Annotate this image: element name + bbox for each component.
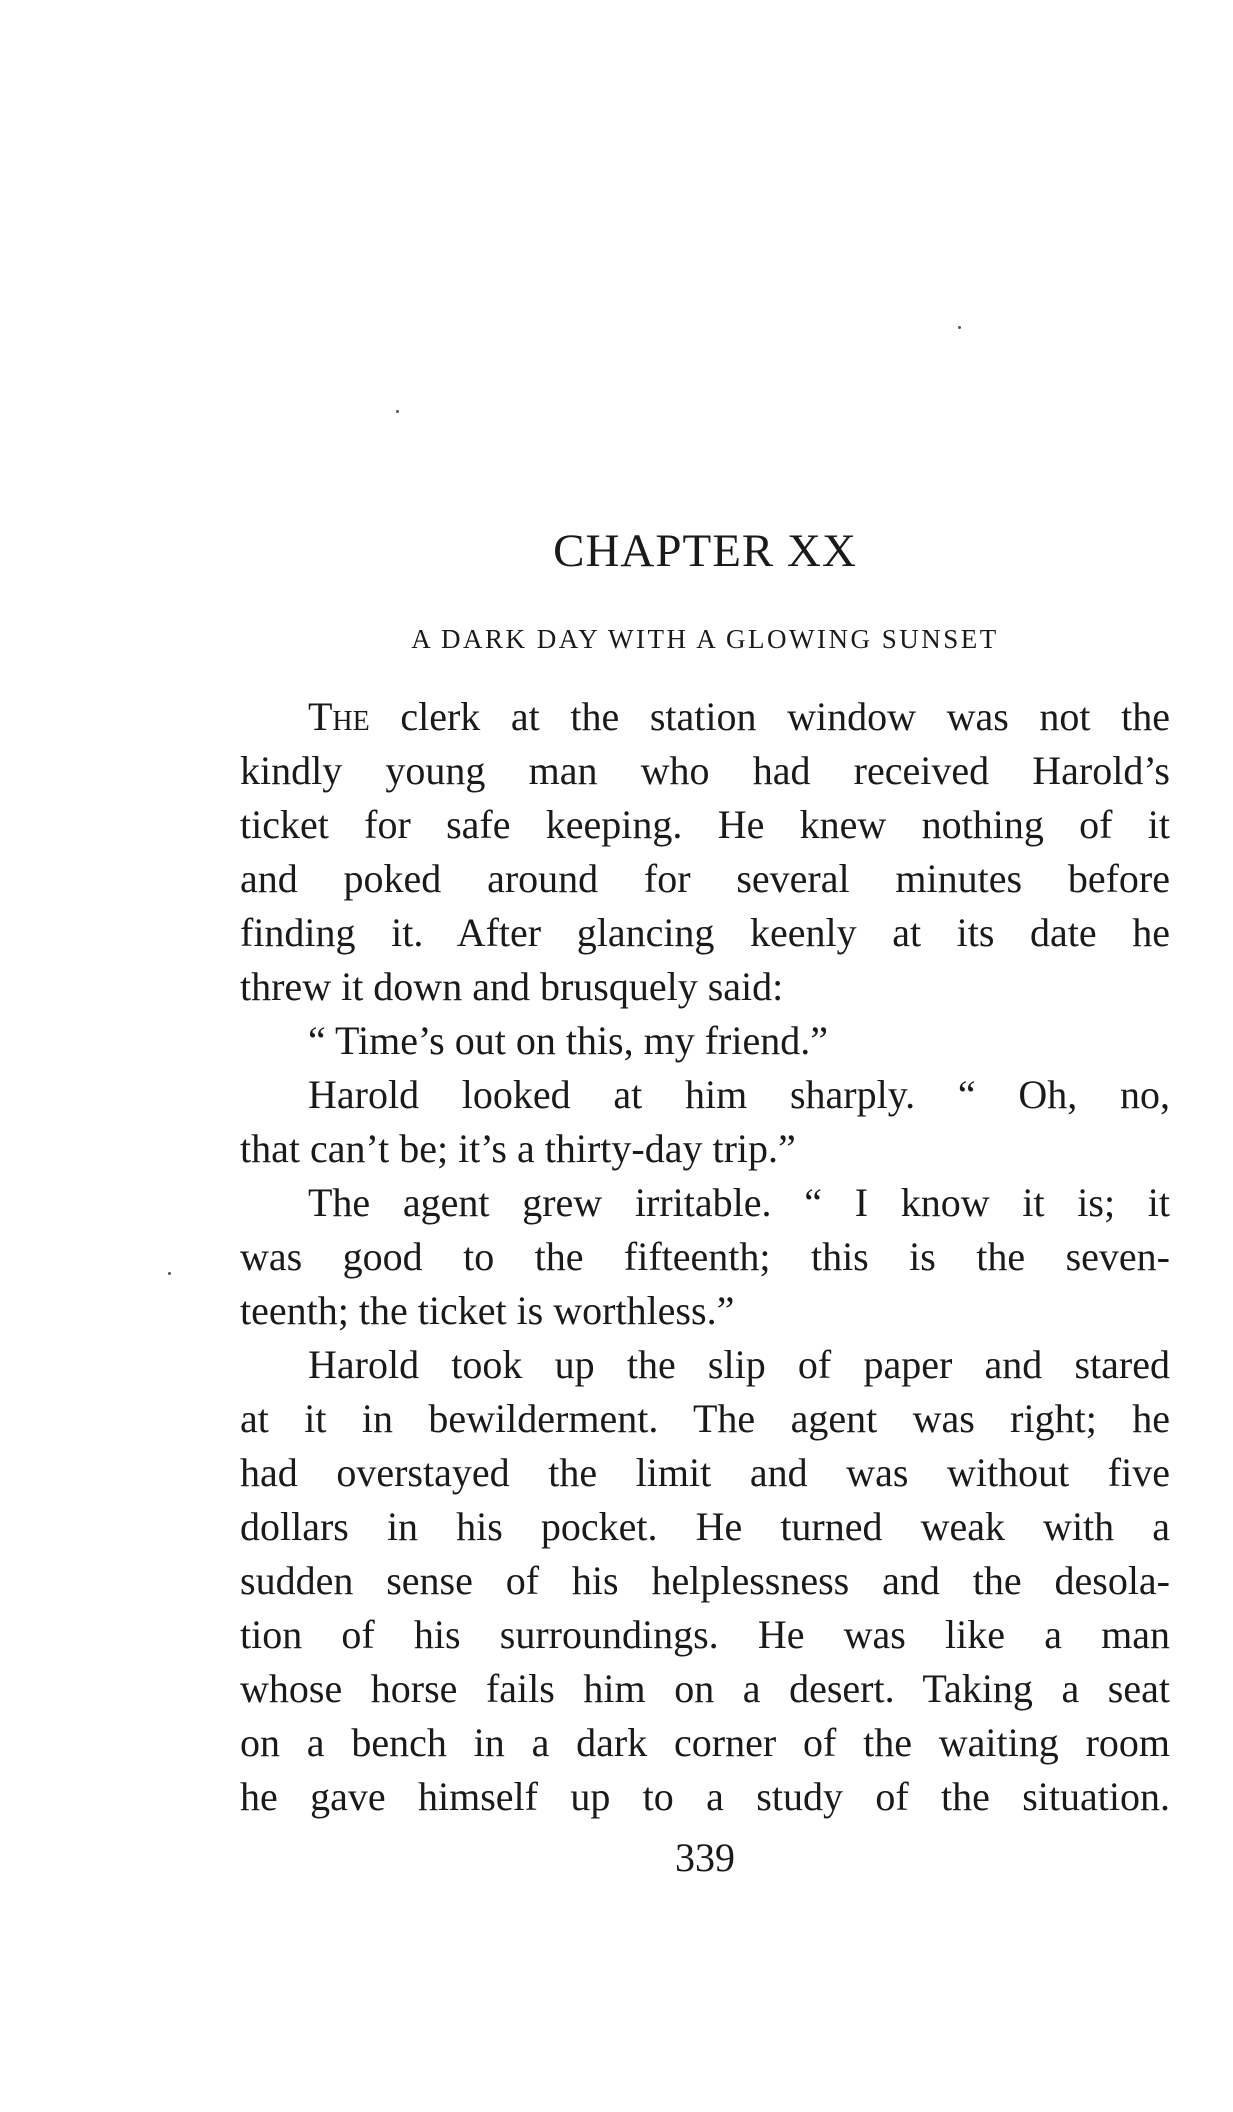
text-line: [240, 1392, 1170, 1446]
text-line: [240, 1176, 1170, 1230]
text-line: [240, 1770, 1170, 1824]
text-line: [240, 1014, 1170, 1068]
text-line: [240, 1122, 1170, 1176]
text-line-content: clerk at the station window was not the: [369, 694, 1170, 739]
text-line: [240, 1446, 1170, 1500]
paper-speck: [958, 326, 961, 329]
page-number: 339: [675, 1835, 735, 1880]
chapter-subtitle: A DARK DAY WITH A GLOWING SUNSET: [411, 624, 999, 654]
text-line: [240, 852, 1170, 906]
text-line-content: kindly young man who had received Harold’s: [240, 748, 1170, 793]
text-line-content: Harold looked at him sharply. “ Oh, no,: [308, 1072, 1170, 1117]
text-line: [240, 744, 1170, 798]
text-line-content: was good to the fifteenth; this is the seven-: [240, 1234, 1170, 1279]
text-line-content: teenth; the ticket is worthless.”: [240, 1288, 735, 1333]
text-line-content: Harold took up the slip of paper and stared: [308, 1342, 1170, 1387]
text-line: [240, 1554, 1170, 1608]
text-line-content: The agent grew irritable. “ I know it is; it: [308, 1180, 1170, 1225]
text-line-content: “ Time’s out on this, my friend.”: [308, 1018, 828, 1063]
text-line-content: dollars in his pocket. He turned weak with a: [240, 1504, 1170, 1549]
chapter-title: CHAPTER XX: [553, 525, 857, 577]
text-line-content: he gave himself up to a study of the situation.: [240, 1774, 1170, 1819]
text-line: [240, 960, 1170, 1014]
text-line-content: whose horse fails him on a desert. Taking a seat: [240, 1666, 1170, 1711]
text-line-content: sudden sense of his helplessness and the desola-: [240, 1558, 1170, 1603]
text-line-content: finding it. After glancing keenly at its date he: [240, 910, 1170, 955]
text-line: [240, 1284, 1170, 1338]
text-line-content: threw it down and brusquely said:: [240, 964, 784, 1009]
text-line: [240, 1716, 1170, 1770]
text-line-content: ticket for safe keeping. He knew nothing of it: [240, 802, 1170, 847]
text-line-content: that can’t be; it’s a thirty-day trip.”: [240, 1126, 796, 1171]
text-line: [240, 1662, 1170, 1716]
body-text: [240, 690, 1170, 1824]
text-line: [240, 1068, 1170, 1122]
text-line: [240, 1230, 1170, 1284]
text-line-content: at it in bewilderment. The agent was right; he: [240, 1396, 1170, 1441]
text-line: [240, 690, 1170, 744]
text-line-content: had overstayed the limit and was without five: [240, 1450, 1170, 1495]
text-line: [240, 1500, 1170, 1554]
text-line-content: tion of his surroundings. He was like a man: [240, 1612, 1170, 1657]
text-line: [240, 906, 1170, 960]
text-line: [240, 798, 1170, 852]
drop-lead-word: The: [308, 694, 370, 739]
paper-speck: [396, 410, 399, 413]
text-line: [240, 1608, 1170, 1662]
text-line: [240, 1338, 1170, 1392]
text-line-content: and poked around for several minutes before: [240, 856, 1170, 901]
paper-speck: [168, 1272, 171, 1275]
text-line-content: on a bench in a dark corner of the waiting room: [240, 1720, 1170, 1765]
